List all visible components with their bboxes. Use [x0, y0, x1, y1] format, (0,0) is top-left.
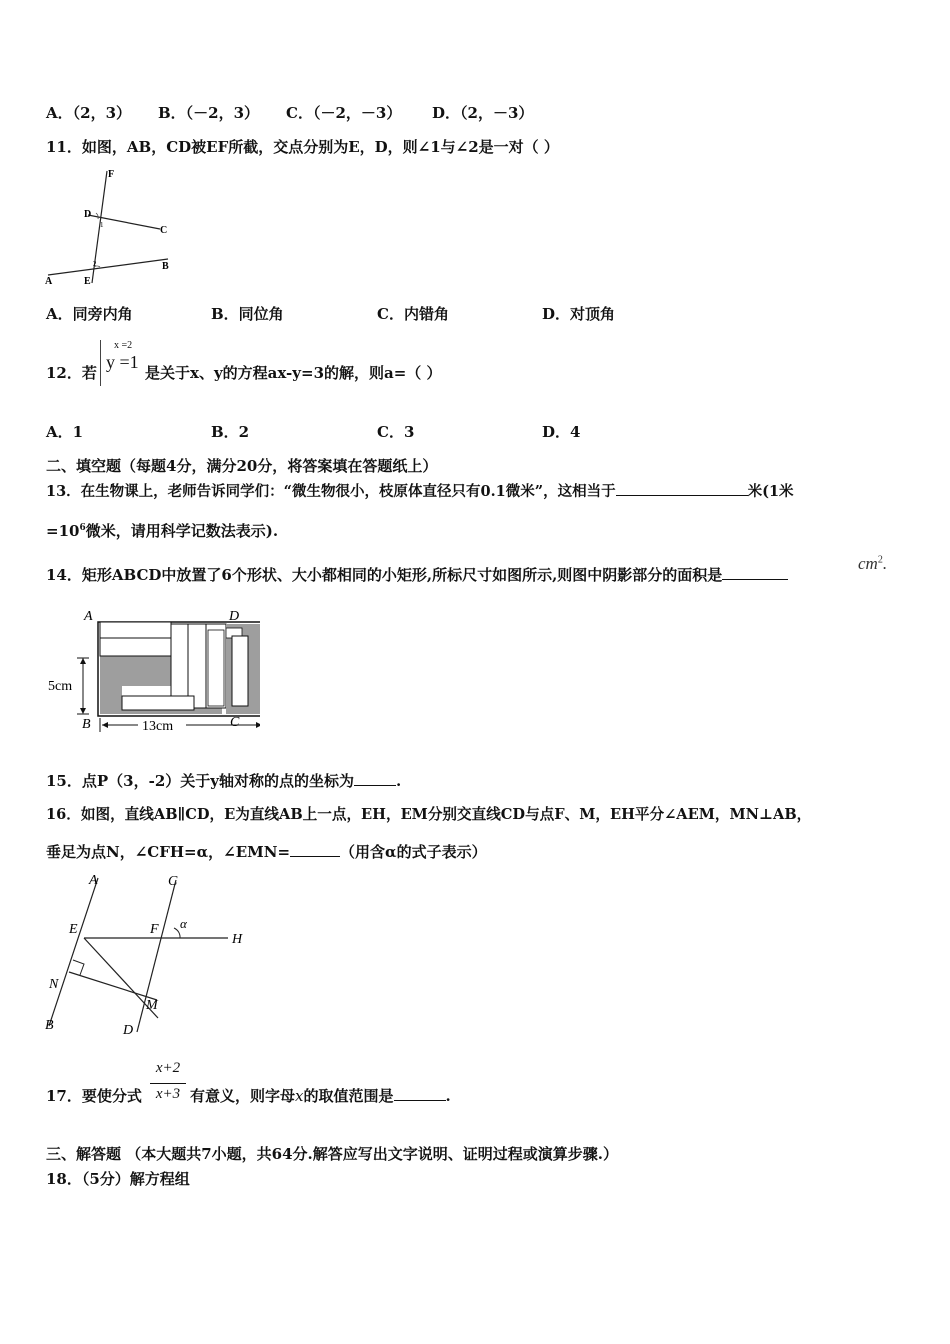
q11-option-b: B．同位角 — [211, 305, 284, 323]
q11-stem: 11．如图，AB，CD被EF所截，交点分别为E，D，则∠1与∠2是一对（ ） — [46, 138, 559, 156]
q11-label-f: F — [108, 169, 115, 180]
q11-label-c: C — [160, 225, 168, 236]
q10-option-c: C．（－2，－3） — [286, 104, 402, 122]
q17-mid-text: 有意义，则字母 — [190, 1087, 296, 1105]
q12-system-row1: x =2 — [114, 340, 133, 351]
q11-label-b: B — [162, 261, 169, 272]
q15-answer-blank — [354, 771, 396, 786]
q12-stem: 是关于x、y的方程ax-y=3的解，则a=（ ） — [145, 364, 442, 382]
q11-label-a: A — [45, 276, 53, 287]
q18-stem: 18．（5分）解方程组 — [46, 1170, 190, 1188]
q17-post-text: 的取值范围是 — [303, 1087, 394, 1105]
q17-end: . — [445, 1087, 451, 1105]
q16-label-h: H — [232, 932, 243, 947]
q14-label-a: A — [84, 609, 93, 624]
q14-label-d: D — [229, 609, 240, 624]
q11-option-a: A．同旁内角 — [46, 305, 133, 323]
q17-variable: x — [295, 1087, 304, 1105]
q16-answer-blank — [290, 842, 340, 857]
section2-heading: 二、填空题（每题4分，满分20分，将答案填在答题纸上） — [46, 457, 438, 475]
q12-system-row2: y =1 — [106, 352, 139, 372]
q13-line1-end: 米(1米 — [747, 483, 794, 500]
q14-stem-text: 14．矩形ABCD中放置了6个形状、大小都相同的小矩形,所标尺寸如图所示,则图中阴影部分的面积是 — [46, 566, 723, 584]
q16-label-e: E — [69, 922, 78, 937]
q12-option-b: B．2 — [211, 423, 250, 441]
q15-end: . — [395, 772, 402, 790]
q14-unit-text: cm — [858, 554, 878, 573]
q12-option-a: A．1 — [46, 423, 84, 441]
q13-line1 — [46, 481, 794, 502]
q11-label-e: E — [84, 276, 91, 287]
q12-option-c: C．3 — [377, 423, 415, 441]
q13-answer-blank — [616, 481, 748, 496]
q16-line2 — [46, 842, 487, 862]
q17-stem — [190, 1086, 451, 1106]
q11-label-angle1: 1 — [100, 221, 104, 229]
q14-label-b: B — [82, 717, 91, 732]
q13-line2-pre: =10 — [46, 522, 80, 540]
q11-figure — [40, 163, 180, 293]
q14-stem — [46, 565, 788, 585]
q14-unit-exponent: 2 — [877, 554, 883, 566]
q16-label-d: D — [123, 1023, 134, 1038]
q11-label-d: D — [84, 209, 92, 220]
q13-line2 — [46, 518, 278, 541]
q17-answer-blank — [394, 1086, 446, 1101]
q16-label-c: C — [168, 874, 178, 889]
q15-stem — [46, 771, 401, 791]
q12-option-d: D．4 — [542, 423, 581, 441]
q13-line1-text: 13．在生物课上，老师告诉同学们：“微生物很小，枝原体直径只有0.1微米”，这相当于 — [46, 483, 616, 500]
q10-option-d: D．（2，－3） — [432, 104, 534, 122]
q14-answer-blank — [722, 565, 788, 580]
q11-label-angle2: 2 — [93, 260, 97, 268]
q13-exponent: 6 — [79, 523, 86, 533]
q16-label-n: N — [49, 977, 59, 992]
q14-label-c: C — [230, 715, 240, 730]
q10-option-a: A．（2，3） — [46, 104, 132, 122]
q13-line2-text: 微米，请用科学记数法表示). — [85, 522, 279, 540]
q17-denominator: x+3 — [155, 1086, 181, 1102]
q12-prefix: 12．若 — [46, 364, 97, 382]
q16-label-a: A — [89, 873, 98, 888]
q11-option-c: C．内错角 — [377, 305, 449, 323]
q17-fraction — [148, 1058, 188, 1108]
q11-option-d: D．对顶角 — [542, 305, 616, 323]
q17-numerator: x+2 — [155, 1060, 181, 1076]
q16-label-alpha: α — [180, 916, 187, 931]
q17-prefix: 17．要使分式 — [46, 1087, 142, 1105]
q16-line1: 16．如图，直线AB∥CD，E为直线AB上一点，EH，EM分别交直线CD与点F、M，EH平分∠AEM，MN⊥AB， — [46, 806, 812, 823]
q16-label-f: F — [150, 922, 159, 937]
q16-line2-end: （用含α的式子表示） — [340, 843, 487, 861]
q16-figure — [40, 868, 260, 1040]
q16-line2-text: 垂足为点N，∠CFH=α，∠EMN= — [46, 843, 291, 861]
q16-label-b: B — [45, 1018, 54, 1033]
q14-figure — [40, 600, 260, 745]
section3-heading: 三、解答题 （本大题共7小题，共64分.解答应写出文字说明、证明过程或演算步骤.） — [46, 1145, 618, 1163]
q14-label-height: 5cm — [48, 679, 73, 694]
q14-unit-end: . — [882, 554, 888, 573]
q15-stem-text: 15．点P（3，-2）关于y轴对称的点的坐标为 — [46, 772, 354, 790]
q12-equation-system — [100, 340, 144, 386]
q16-label-m: M — [146, 998, 158, 1013]
q14-unit — [858, 554, 887, 574]
q14-label-width: 13cm — [142, 719, 174, 734]
q10-option-b: B．（－2，3） — [158, 104, 260, 122]
q12-brace — [100, 340, 105, 386]
q17-fraction-bar — [150, 1083, 186, 1084]
